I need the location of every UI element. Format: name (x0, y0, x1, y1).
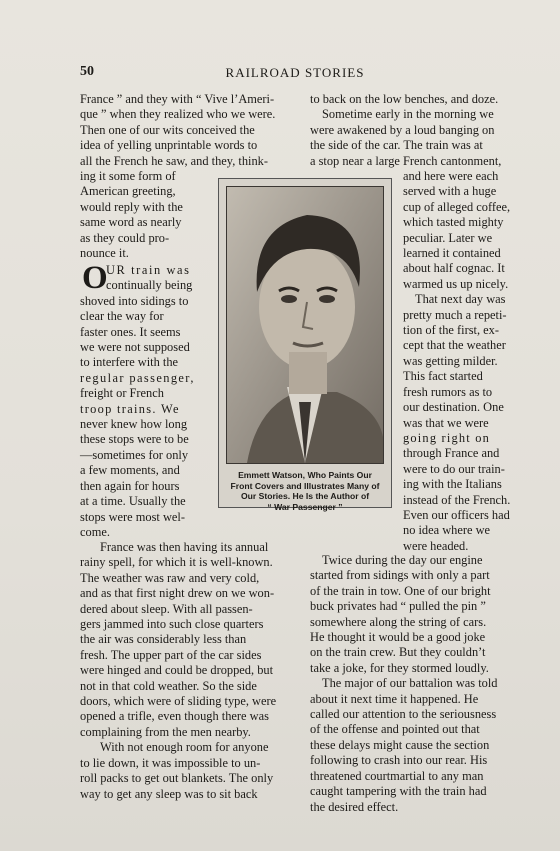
text-line: regular passenger, (80, 370, 195, 385)
text-line: at a time. Usually the (80, 494, 186, 509)
text-line: Then one of our wits conceived the (80, 122, 255, 137)
text-line: same word as nearly (80, 215, 182, 230)
text-line: all the French he saw, and they, think- (80, 153, 268, 168)
text-line: a stop near a large French cantonment, (310, 153, 502, 168)
text-line: on the train crew. But they couldn’t (310, 645, 486, 660)
text-line: were to do our train- (403, 461, 505, 476)
text-line: these delays might cause the section (310, 737, 490, 752)
text-line: going right on (403, 430, 491, 445)
text-line: and here were each (403, 169, 499, 183)
text-line: dered about sleep. With all passen- (80, 601, 253, 616)
text-line: UR train was (106, 263, 191, 277)
text-line: complaining from the men nearby. (80, 724, 251, 739)
text-line: instead of the French. (403, 492, 511, 507)
text-line: The major of our battalion was told (322, 676, 498, 691)
text-line: pretty much a repeti- (403, 307, 507, 322)
left-top-paragraph (80, 92, 302, 169)
text-line: continually being (106, 278, 193, 293)
text-line: was getting milder. (403, 353, 498, 368)
page-header (0, 64, 560, 82)
text-line: as they could pro- (80, 230, 170, 245)
drop-cap: O (82, 260, 108, 296)
text-line: learned it contained (403, 246, 501, 261)
caption-line: Front Covers and Illustrates Many of (230, 480, 380, 491)
page-number: 50 (80, 64, 94, 79)
text-line: take a joke, for they stormed loudly. (310, 660, 489, 675)
text-line: and as that first night drew on we won- (80, 586, 275, 601)
text-line: stops were most wel- (80, 509, 185, 524)
text-line: never knew how long (80, 417, 188, 432)
text-line: a few moments, and (80, 463, 180, 478)
text-line: somewhere along the string of cars. (310, 614, 487, 629)
text-line: opened a trifle, even though there was (80, 709, 269, 724)
text-line: started from sidings with only a part (310, 568, 490, 583)
text-line: warmed us up nicely. (403, 276, 509, 291)
text-line: France ” and they with “ Vive l’Ameri- (80, 92, 275, 106)
text-line: American greeting, (80, 184, 176, 199)
caption-line: Emmett Watson, Who Paints Our (238, 470, 372, 480)
text-line: the air was considerably less than (80, 632, 247, 647)
text-line: cept that the weather (403, 338, 506, 353)
text-line: the side of the car. The train was at (310, 138, 483, 153)
text-line: no idea where we (403, 523, 491, 538)
photo-caption (223, 470, 387, 512)
text-line: clear the way for (80, 309, 164, 324)
right-top-paragraph (310, 92, 532, 169)
text-line: these stops were to be (80, 432, 189, 447)
text-line: peculiar. Later we (403, 230, 493, 245)
text-line: freight or French (80, 386, 164, 401)
text-line: faster ones. It seems (80, 324, 181, 339)
portrait-image (227, 187, 383, 463)
text-line: That next day was (415, 292, 506, 307)
text-line: to interfere with the (80, 355, 179, 370)
text-line: about half cognac. It (403, 261, 505, 276)
text-line: que ” when they realized who we were. (80, 107, 276, 122)
text-line: roll packs to get out blankets. The only (80, 771, 274, 786)
text-line: served with a huge (403, 184, 497, 199)
photo-frame (218, 178, 392, 512)
text-line: He thought it would be a good joke (310, 630, 486, 645)
text-line: shoved into sidings to (80, 293, 189, 308)
text-line: our destination. One (403, 400, 504, 415)
text-line: This fact started (403, 369, 483, 384)
running-head: RAILROAD STORIES (225, 65, 365, 80)
text-line: of the train in tow. One of our bright (310, 583, 491, 598)
text-line: not in that cold weather. So the side (80, 678, 257, 693)
text-line: way to get any sleep was to sit back (80, 786, 258, 801)
text-line: called our attention to the seriousness (310, 707, 497, 722)
right-bottom-paragraph (310, 553, 532, 815)
text-line: were headed. (403, 538, 469, 553)
text-line: buck privates had “ pulled the pin ” (310, 599, 486, 614)
text-line: doors, which were of sliding type, were (80, 694, 277, 709)
left-bottom-paragraph (80, 540, 302, 802)
text-line: France was then having its annual (100, 540, 269, 554)
text-line: idea of yelling unprintable words to (80, 138, 258, 153)
text-line: was that we were (403, 415, 489, 430)
text-line: rainy spell, for which it is well-known. (80, 555, 273, 570)
portrait-photo (226, 186, 384, 464)
text-line: the desired effect. (310, 799, 399, 814)
text-line: would reply with the (80, 199, 183, 214)
caption-line: Our Stories. He Is the Author of (240, 491, 370, 501)
text-line: tion of the first, ex- (403, 323, 500, 338)
text-line: fresh rumors as to (403, 384, 493, 399)
text-line: With not enough room for anyone (100, 740, 269, 755)
left-narrow-paragraph-1 (80, 169, 212, 261)
text-line: nounce it. (80, 246, 129, 261)
text-line: The weather was raw and very cold, (80, 570, 260, 585)
text-line: we were not supposed (80, 340, 190, 355)
text-line: troop trains. We (80, 401, 180, 416)
text-line: come. (80, 524, 110, 539)
text-line: following to crash into our rear. His (310, 753, 488, 768)
text-line: through France and (403, 446, 500, 461)
text-line: ing with the Italians (403, 477, 502, 492)
text-line: —sometimes for only (80, 447, 189, 462)
text-line: to back on the low benches, and doze. (310, 92, 499, 106)
text-line: which tasted mighty (403, 215, 504, 230)
text-line: cup of alleged coffee, (403, 199, 511, 214)
text-line: ing it some form of (80, 169, 176, 183)
text-line: Twice during the day our engine (322, 553, 483, 567)
caption-line: “ War Passenger ” (267, 501, 343, 512)
left-narrow-paragraph-2 (80, 260, 212, 540)
text-line: Even our officers had (403, 507, 510, 522)
text-line: fresh. The upper part of the car sides (80, 647, 262, 662)
text-line: to lie down, it was impossible to un- (80, 755, 261, 770)
text-line: threatened courtmartial to any man (310, 768, 484, 783)
text-line: Sometime early in the morning we (322, 107, 494, 122)
right-narrow-paragraph (403, 169, 533, 554)
text-line: were hinged and could be dropped, but (80, 663, 274, 678)
text-line: gers jammed into such close quarters (80, 617, 264, 632)
text-line: caught tampering with the train had (310, 784, 487, 799)
text-line: of the offense and pointed out that (310, 722, 480, 737)
text-line: then again for hours (80, 478, 180, 493)
text-line: about it next time it happened. He (310, 691, 479, 706)
text-line: were awakened by a loud banging on (310, 122, 495, 137)
